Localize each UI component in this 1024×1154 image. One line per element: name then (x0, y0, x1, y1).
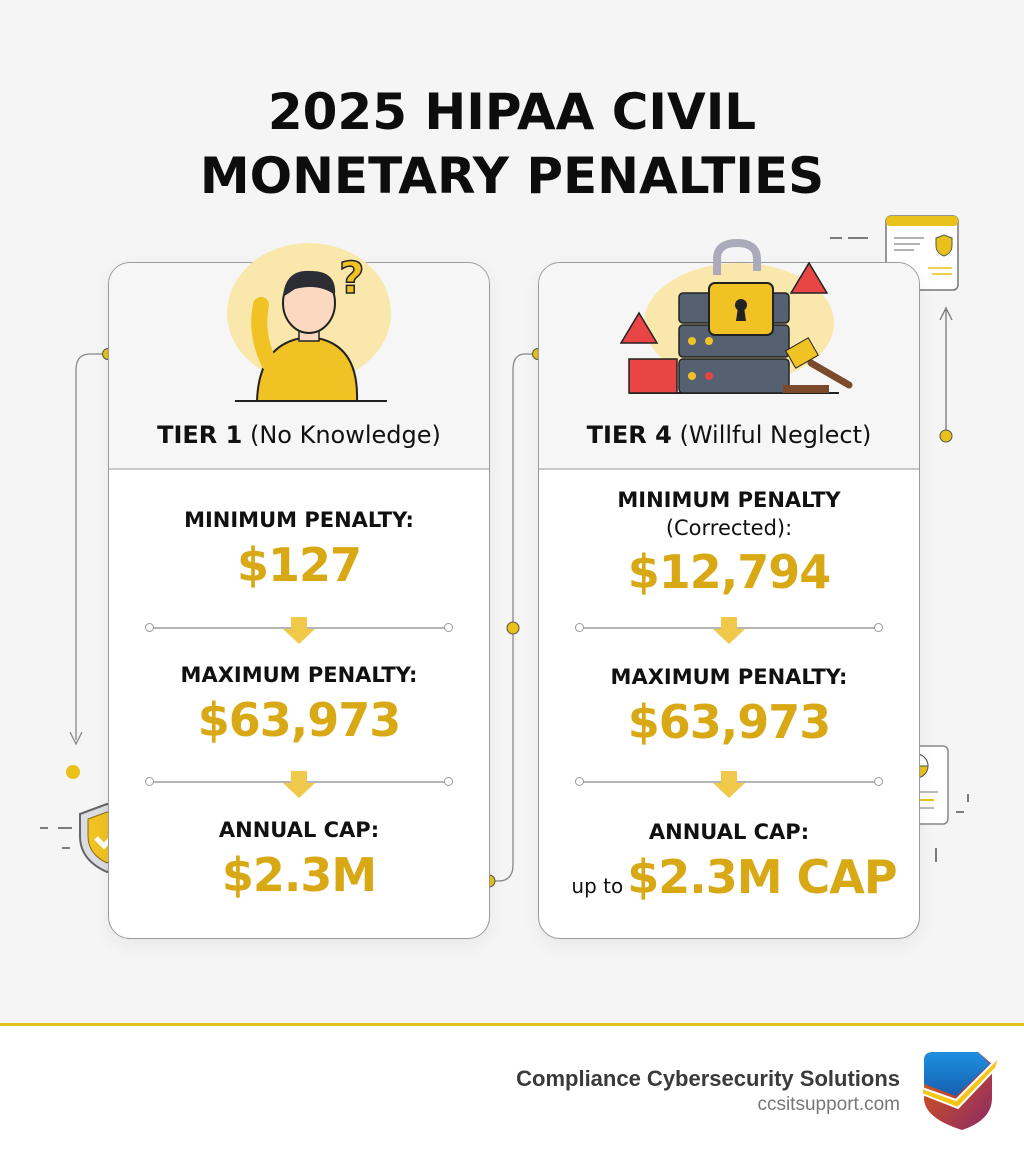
max-penalty-label: MAXIMUM PENALTY: (180, 663, 418, 687)
tier-4-card (538, 262, 920, 939)
company-logo-shield (920, 1050, 1004, 1132)
arrow-down-icon (711, 617, 747, 645)
separator-arrow (145, 621, 453, 635)
locked-server-gavel-icon (599, 233, 859, 403)
annual-cap-label: ANNUAL CAP: (218, 818, 380, 842)
confused-person-icon (199, 233, 399, 403)
tier-1-card (108, 253, 490, 939)
annual-cap-value: $2.3M (221, 848, 377, 902)
arrow-down-icon (281, 771, 317, 799)
tier-4-header (539, 263, 919, 470)
min-penalty-value: $12,794 (627, 545, 831, 599)
min-penalty-value: $127 (236, 538, 362, 592)
arrow-down-icon (281, 617, 317, 645)
tier-1-header (109, 253, 489, 470)
separator-arrow (575, 621, 883, 635)
svg-text:?: ? (339, 253, 365, 304)
min-penalty-label: MINIMUM PENALTY: (184, 508, 414, 532)
min-penalty-label: MINIMUM PENALTY (617, 488, 841, 512)
separator-arrow (145, 775, 453, 789)
page-title: 2025 HIPAA CIVIL MONETARY PENALTIES (199, 83, 825, 205)
max-penalty-label: MAXIMUM PENALTY: (610, 665, 848, 689)
company-name: Compliance Cybersecurity Solutions (516, 1066, 900, 1091)
max-penalty-value: $63,973 (197, 693, 401, 747)
company-url[interactable]: ccsitsupport.com (757, 1094, 900, 1115)
min-penalty-sublabel: (Corrected): (665, 516, 793, 540)
arrow-down-icon (711, 771, 747, 799)
tier-4-title: TIER 4 (Willful Neglect) (586, 421, 872, 449)
footer (0, 1026, 1024, 1154)
annual-cap-label: ANNUAL CAP: (648, 820, 810, 844)
brand (516, 1066, 900, 1116)
separator-arrow (575, 775, 883, 789)
max-penalty-value: $63,973 (627, 695, 831, 749)
annual-cap-value: up to$2.3M CAP (571, 850, 897, 904)
tier-1-title: TIER 1 (No Knowledge) (157, 421, 441, 449)
